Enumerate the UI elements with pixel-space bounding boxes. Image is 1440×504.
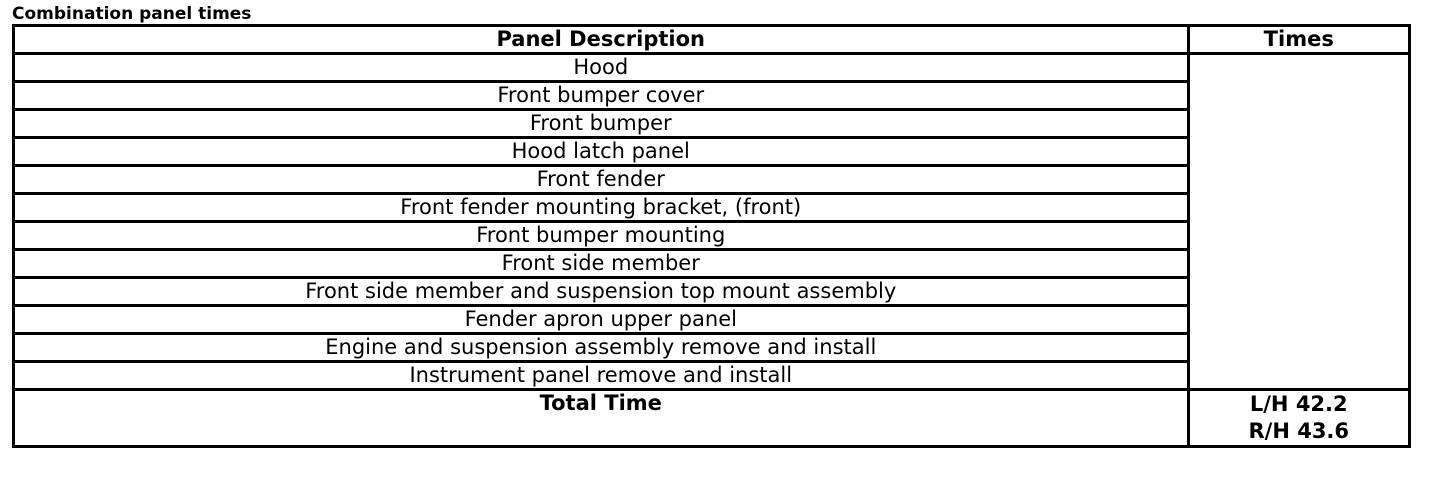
panel-description-cell: Front bumper (14, 110, 1189, 138)
header-row (14, 26, 1410, 54)
page-title: Combination panel times (12, 4, 252, 24)
panel-description-cell: Front bumper mounting (14, 222, 1189, 250)
total-time-lh: L/H 42.2 (1249, 392, 1348, 416)
table-row (14, 54, 1410, 82)
total-time-label: Total Time (14, 390, 1189, 447)
panel-description-cell: Front side member (14, 250, 1189, 278)
total-row (14, 390, 1410, 447)
panel-description-cell: Front side member and suspension top mount assembly (14, 278, 1189, 306)
panel-description-cell: Front fender (14, 166, 1189, 194)
panel-times-table (12, 24, 1411, 448)
header-panel-description: Panel Description (14, 26, 1189, 54)
panel-description-cell: Front bumper cover (14, 82, 1189, 110)
header-times: Times (1188, 26, 1409, 54)
times-cell-empty (1188, 54, 1409, 390)
total-time-rh: R/H 43.6 (1248, 419, 1350, 443)
panel-description-cell: Front fender mounting bracket, (front) (14, 194, 1189, 222)
panel-description-cell: Hood latch panel (14, 138, 1189, 166)
total-times-cell (1188, 390, 1409, 447)
panel-description-cell: Fender apron upper panel (14, 306, 1189, 334)
panel-description-cell: Instrument panel remove and install (14, 362, 1189, 390)
panel-description-cell: Hood (14, 54, 1189, 82)
panel-description-cell: Engine and suspension assembly remove and install (14, 334, 1189, 362)
